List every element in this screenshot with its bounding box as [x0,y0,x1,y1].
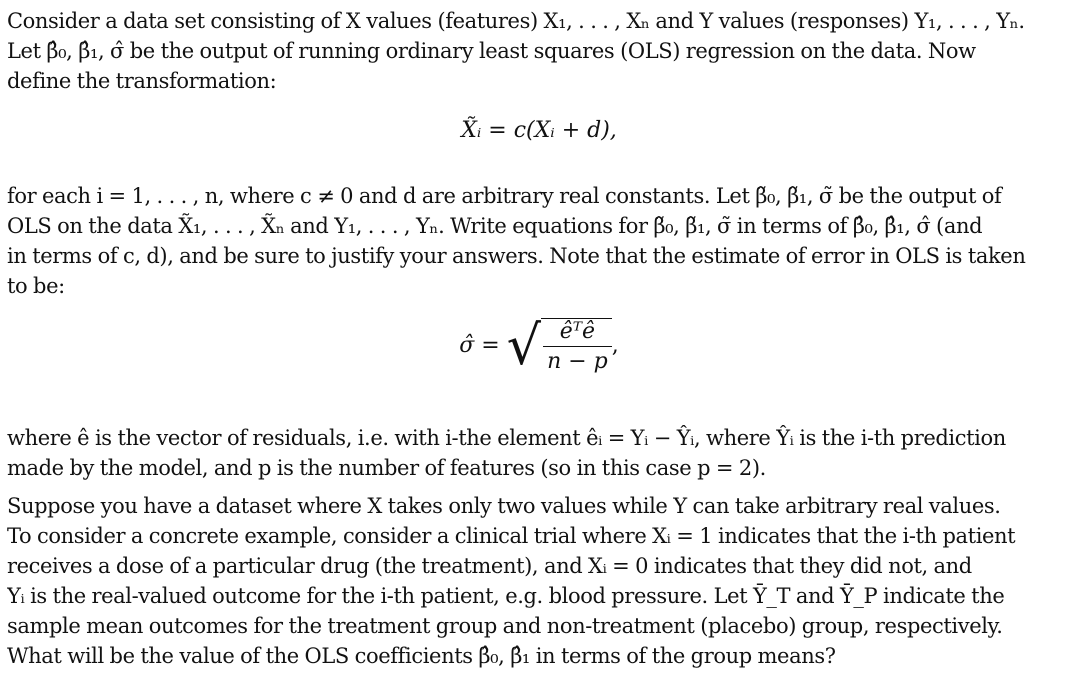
text-line: What will be the value of the OLS coefficients β̂₀, β̂₁ in terms of the group means? [7,644,836,668]
equation-lhs: σ̂ = [459,333,500,358]
clinical-trial-paragraph [7,491,1067,671]
text-line: OLS on the data X̃₁, . . . , X̃ₙ and Y₁, . . . , Yₙ. Write equations for β̃₀, β̃₁, σ̃ in terms of β̂₀, β̂₁, σ̂ (and [7,214,983,238]
text-line: define the transformation: [7,69,277,93]
sigma-hat-equation [0,314,1078,377]
text-line: Suppose you have a dataset where X takes only two values while Y can take arbitrary real values. [7,494,1001,518]
residuals-paragraph [7,423,1067,483]
text-line: Yᵢ is the real-valued outcome for the i-th patient, e.g. blood pressure. Let Ȳ_T and Ȳ_P indicate the [7,584,1005,608]
transformation-equation: X̃ᵢ = c(Xᵢ + d), [461,118,617,143]
text-line: made by the model, and p is the number of features (so in this case p = 2). [7,456,766,480]
text-line: Let β̂₀, β̂₁, σ̂ be the output of running ordinary least squares (OLS) regression on the data. Now [7,39,976,63]
text-line: receives a dose of a particular drug (the treatment), and Xᵢ = 0 indicates that they did not, and [7,554,972,578]
radicand [541,318,612,374]
fraction [543,319,612,374]
text-line: where ê is the vector of residuals, i.e. with i-the element êᵢ = Yᵢ − Ŷᵢ, where Ŷᵢ is the i-th prediction [7,426,1006,450]
radical-sign: √ [506,314,542,377]
ols-transform-paragraph [7,181,1067,301]
text-line: Consider a data set consisting of X values (features) X₁, . . . , Xₙ and Y values (responses) Y₁, . . . , Yₙ. [7,9,1025,33]
text-line: in terms of c, d), and be sure to justify your answers. Note that the estimate of error in OLS is taken [7,244,1026,268]
text-line: sample mean outcomes for the treatment group and non-treatment (placebo) group, respectively. [7,614,1003,638]
text-line: To consider a concrete example, consider a clinical trial where Xᵢ = 1 indicates that the i-th patient [7,524,1016,548]
fraction-denominator: n − p [547,349,608,374]
text-line: to be: [7,274,65,298]
equation-trail: , [611,333,619,358]
square-root [506,314,612,377]
fraction-numerator: êᵀê [543,319,612,347]
text-line: for each i = 1, . . . , n, where c ≠ 0 and d are arbitrary real constants. Let β̃₀, β̃₁, σ̃ be the output of [7,184,1002,208]
intro-paragraph [7,6,1067,96]
